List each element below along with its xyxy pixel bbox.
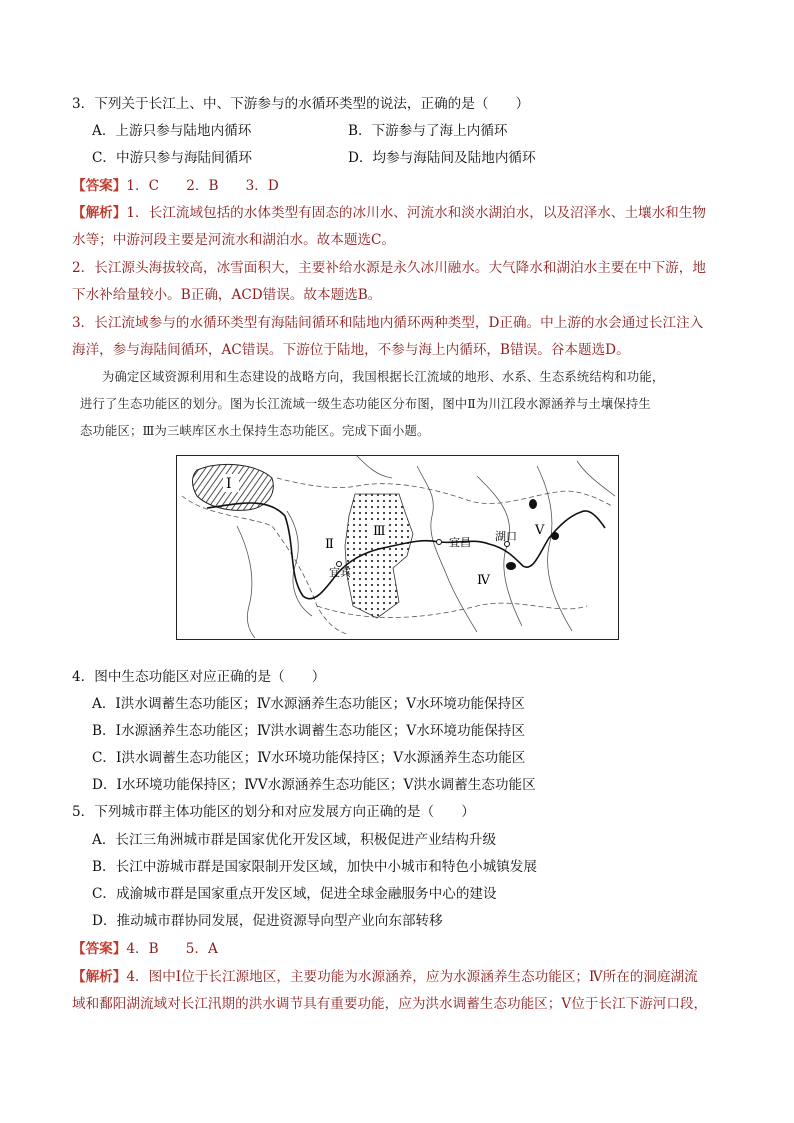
q4-option-b: B．Ⅰ水源涵养生态功能区；Ⅳ洪水调蓄生态功能区；Ⅴ水环境功能保持区 <box>92 723 525 739</box>
explanation-line: 2．长江源头海拔较高，冰雪面积大，主要补给水源是永久冰川融水。大气降水和湖泊水主要在中下游，地 <box>72 260 706 276</box>
q5-option-b: B．长江中游城市群是国家限制开发区域，加快中小城市和特色小城镇发展 <box>92 859 537 875</box>
region-3-label: Ⅲ <box>373 524 386 539</box>
yangtze-ecological-zone-map <box>176 455 619 640</box>
explanation-text: 4．图中Ⅰ位于长江源地区，主要功能为水源涵养，应为水源涵养生态功能区；Ⅳ所在的洞庭湖流 <box>126 969 698 985</box>
answer-tag: 【答案】 <box>72 941 127 957</box>
region-5-label: Ⅴ <box>535 523 545 538</box>
poyang-lake <box>529 499 537 509</box>
explanation-line: 3．长江流域参与的水循环类型有海陆间循环和陆地内循环两种类型，D正确。中上游的水会通过长江注入 <box>72 315 704 331</box>
region-1-label: Ⅰ <box>226 476 232 492</box>
explanation-line: 域和鄱阳湖流域对长江汛期的洪水调节具有重要功能，应为洪水调蓄生态功能区；Ⅴ位于长江下游河口段， <box>72 996 708 1012</box>
answer-block-2 <box>72 939 218 959</box>
explanation-line: 水等；中游河段主要是河流水和湖泊水。故本题选C。 <box>72 232 396 248</box>
q4-option-a: A．Ⅰ洪水调蓄生态功能区；Ⅳ水源涵养生态功能区；Ⅴ水环境功能保持区 <box>92 696 525 712</box>
q4-option-d: D．Ⅰ水环境功能保持区；ⅣV水源涵养生态功能区；Ⅴ洪水调蓄生态功能区 <box>92 777 536 793</box>
q3-option-c: C．中游只参与海陆间循环 <box>92 150 252 166</box>
explanation-line: 下水补给量较小。B正确，ACD错误。故本题选B。 <box>72 287 382 303</box>
intro-line: 态功能区；Ⅲ为三峡库区水土保持生态功能区。完成下面小题。 <box>80 424 430 438</box>
yichang-marker <box>437 540 442 545</box>
intro-line: 为确定区域资源利用和生态建设的战略方向，我国根据长江流域的地形、水系、生态系统结构和功能， <box>102 370 665 384</box>
explanation-text: 1．长江流域包括的水体类型有固态的冰川水、河流水和淡水湖泊水，以及沼泽水、土壤水和生物 <box>126 205 706 221</box>
region-2-label: Ⅱ <box>325 537 334 552</box>
yibin-label: 宜宾 <box>329 566 351 579</box>
answer-tag: 【答案】 <box>72 178 127 194</box>
q3-option-d: D．均参与海陆间及陆地内循环 <box>348 150 536 166</box>
region-4-label: Ⅳ <box>477 573 490 588</box>
q3-option-a: A．上游只参与陆地内循环 <box>92 123 252 139</box>
q5-option-d: D．推动城市群协同发展，促进资源导向型产业向东部转移 <box>92 913 443 929</box>
map-drawing <box>177 456 617 638</box>
intro-line: 进行了生态功能区的划分。图为长江流域一级生态功能区分布图，图中Ⅱ为川江段水源涵养与土壤保持生 <box>80 397 651 411</box>
q3-stem: 3．下列关于长江上、中、下游参与的水循环类型的说法，正确的是（ ） <box>72 96 530 112</box>
answer-text: 1．C 2．B 3．D <box>126 178 279 194</box>
explanation-line <box>72 203 706 223</box>
q4-option-c: C．Ⅰ洪水调蓄生态功能区；Ⅳ水环境功能保持区；Ⅴ水源涵养生态功能区 <box>92 750 526 766</box>
q5-option-a: A．长江三角洲城市群是国家优化开发区域，积极促进产业结构升级 <box>92 832 497 848</box>
explanation-tag: 【解析】 <box>72 969 127 985</box>
lake-dot <box>551 532 559 540</box>
q4-stem: 4．图中生态功能区对应正确的是（ ） <box>72 669 326 685</box>
dongting-lake <box>506 562 516 570</box>
yichang-label: 宜昌 <box>449 536 471 549</box>
explanation-line <box>72 967 698 987</box>
region-3-area <box>345 494 413 618</box>
q3-option-b: B．下游参与了海上内循环 <box>348 123 508 139</box>
q5-stem: 5．下列城市群主体功能区的划分和对应发展方向正确的是（ ） <box>72 804 475 820</box>
answer-block-1 <box>72 176 279 196</box>
explanation-line: 海洋，参与海陆间循环，AC错误。下游位于陆地，不参与海上内循环，B错误。谷本题选D。 <box>72 342 630 358</box>
hukou-label: 湖口 <box>495 530 517 543</box>
basin-boundary <box>182 496 347 634</box>
explanation-tag: 【解析】 <box>72 205 127 221</box>
answer-text: 4．B 5．A <box>126 941 218 957</box>
q5-option-c: C．成渝城市群是国家重点开发区域，促进全球金融服务中心的建设 <box>92 886 497 902</box>
